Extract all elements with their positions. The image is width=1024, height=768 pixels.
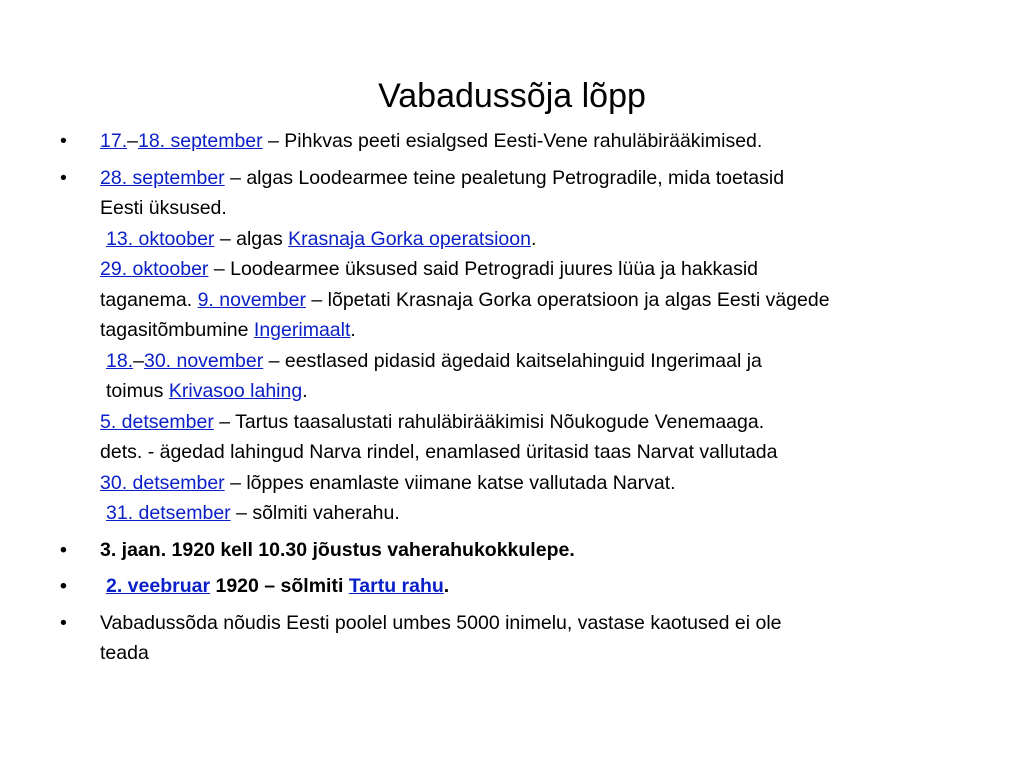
bullet-list xyxy=(60,126,980,675)
link-krivasoo-lahing[interactable]: Krivasoo lahing xyxy=(168,380,303,402)
bullet-item-4 xyxy=(60,571,980,602)
bullet-line xyxy=(100,376,980,407)
link-31-detsember[interactable]: 31. detsember xyxy=(106,502,231,524)
bullet-line xyxy=(100,163,980,194)
dash-text: – xyxy=(127,130,138,152)
bullet-item-5 xyxy=(60,608,980,669)
bullet-text: – lõpetati Krasnaja Gorka operatsioon ja algas Eesti vägede xyxy=(305,288,830,311)
bullet-line xyxy=(100,315,980,346)
link-tartu-rahu[interactable]: Tartu rahu xyxy=(348,575,444,597)
link-13-oktoober[interactable]: 13. oktoober xyxy=(106,227,215,250)
bullet-text: tagasitõmbumine xyxy=(100,319,254,341)
link-5-detsember[interactable]: 5. detsember xyxy=(100,410,214,433)
bullet-text: 1920 – sõlmiti xyxy=(210,575,349,597)
link-18[interactable]: 18. xyxy=(106,349,134,372)
bullet-line xyxy=(100,571,980,602)
bullet-icon: • xyxy=(60,611,67,634)
bullet-text: – algas Loodearmee teine pealetung Petrogradile, mida toetasid xyxy=(224,166,785,189)
link-krasnaja-gorka-operatsioon[interactable]: Krasnaja Gorka operatsioon xyxy=(288,227,531,250)
link-30-november[interactable]: 30. november xyxy=(143,349,264,372)
bullet-icon: • xyxy=(60,538,67,561)
bullet-text: – lõppes enamlaste viimane katse vallutada Narvat. xyxy=(224,471,676,494)
bullet-line xyxy=(100,285,980,316)
bullet-text: . xyxy=(443,575,450,597)
bullet-line xyxy=(100,535,980,566)
bullet-line xyxy=(100,126,980,157)
link-ingerimaalt[interactable]: Ingerimaalt xyxy=(253,319,351,341)
bullet-text: – algas xyxy=(214,227,289,250)
link-28-september[interactable]: 28. september xyxy=(100,166,225,189)
dash-text: – xyxy=(133,349,144,372)
bullet-icon: • xyxy=(60,166,67,189)
slide-title: Vabadussõja lõpp xyxy=(378,77,646,115)
bullet-text: dets. - ägedad lahingud Narva rindel, enamlased üritasid taas Narvat vallutada xyxy=(100,441,778,463)
bullet-line xyxy=(100,346,980,377)
bullet-line xyxy=(100,254,980,285)
bullet-item-1 xyxy=(60,126,980,157)
bullet-icon: • xyxy=(60,130,67,152)
bullet-text: . xyxy=(350,319,356,341)
link-18-september[interactable]: 18. september xyxy=(137,130,263,152)
bullet-text: – Pihkvas peeti esialgsed Eesti-Vene rahuläbirääkimised. xyxy=(262,130,763,152)
bullet-text: – eestlased pidasid ägedaid kaitselahinguid Ingerimaal ja xyxy=(263,349,762,372)
bullet-text: – Loodearmee üksused said Petrogradi juures lüüa ja hakkasid xyxy=(208,258,759,280)
bullet-line xyxy=(100,224,980,255)
bullet-text: . xyxy=(530,227,537,250)
bullet-icon: • xyxy=(60,575,67,597)
bullet-line xyxy=(100,608,980,639)
bullet-line xyxy=(100,407,980,438)
bullet-line xyxy=(100,498,980,529)
bullet-line xyxy=(100,638,980,669)
bullet-text: 3. jaan. 1920 kell 10.30 jõustus vaherahukokkulepe. xyxy=(100,538,575,561)
bullet-line xyxy=(100,468,980,499)
bullet-item-3 xyxy=(60,535,980,566)
bullet-text: teada xyxy=(100,642,149,664)
link-9-november[interactable]: 9. november xyxy=(197,288,306,311)
bullet-text: toimus xyxy=(106,380,169,402)
bullet-text: – Tartus taasalustati rahuläbirääkimisi Nõukogude Venemaaga. xyxy=(213,410,765,433)
link-2-veebruar[interactable]: 2. veebruar xyxy=(106,575,211,597)
bullet-line xyxy=(100,437,980,468)
link-29-oktoober[interactable]: 29. oktoober xyxy=(100,258,209,280)
bullet-text: Vabadussõda nõudis Eesti poolel umbes 5000 inimelu, vastase kaotused ei ole xyxy=(100,611,782,634)
bullet-text: Eesti üksused. xyxy=(100,197,227,219)
link-17[interactable]: 17. xyxy=(100,130,128,152)
bullet-text: – sõlmiti vaherahu. xyxy=(230,502,400,524)
link-30-detsember[interactable]: 30. detsember xyxy=(100,471,225,494)
bullet-text: . xyxy=(302,380,308,402)
bullet-item-2 xyxy=(60,163,980,529)
bullet-text: taganema. xyxy=(100,288,198,311)
bullet-line xyxy=(100,193,980,224)
